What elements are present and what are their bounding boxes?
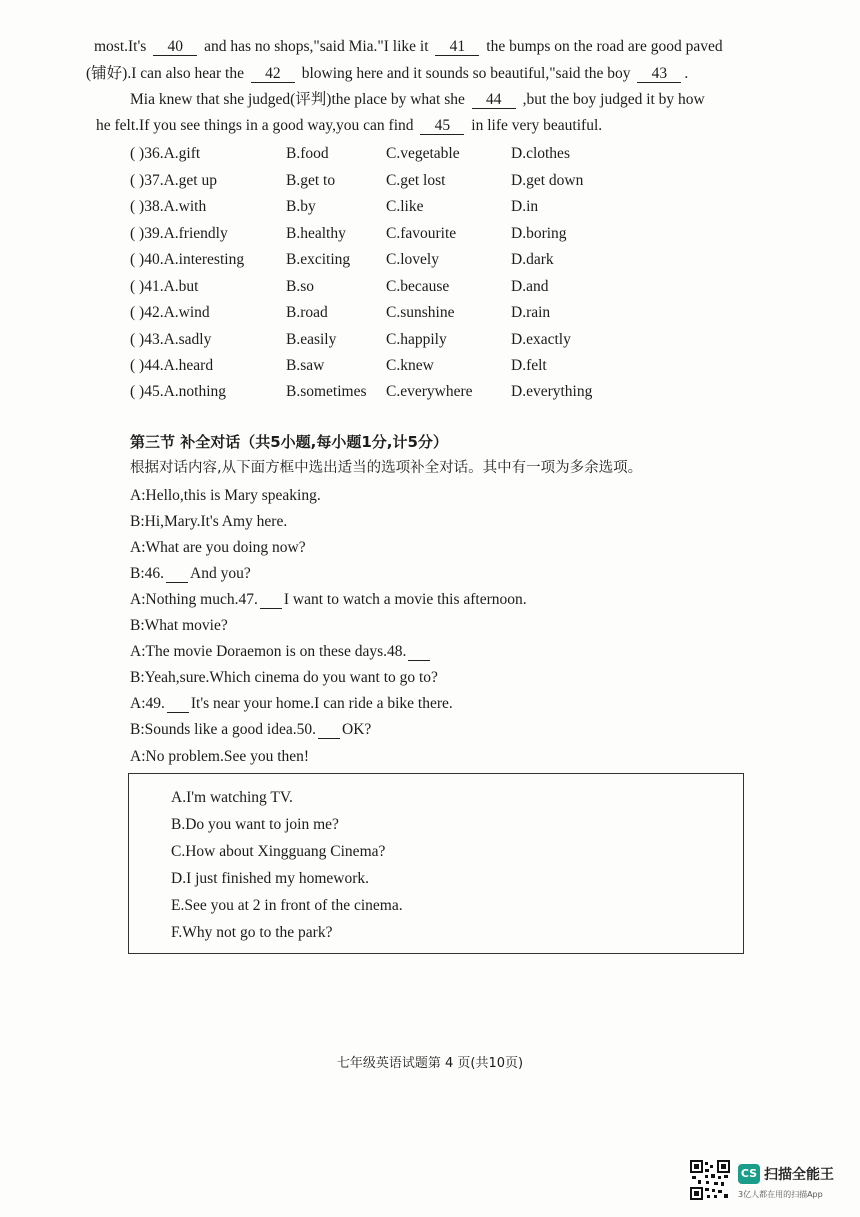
option-e: E.See you at 2 in front of the cinema. — [171, 897, 403, 914]
section-3-instruction: 根据对话内容,从下面方框中选出适当的选项补全对话。其中有一项为多余选项。 — [130, 460, 643, 476]
option-c: C.How about Xingguang Cinema? — [171, 843, 386, 860]
dialog-line-4: B:46. And you? — [130, 565, 251, 582]
blank-43: 43 — [637, 65, 681, 83]
dialog-line-2: B:Hi,Mary.It's Amy here. — [130, 513, 288, 530]
camscanner-logo: CS — [738, 1164, 760, 1184]
blank-46 — [166, 565, 188, 583]
dialog-line-10: B:Sounds like a good idea.50. OK? — [130, 721, 372, 738]
dialog-line-7: A:The movie Doraemon is on these days.48. — [130, 642, 432, 662]
blank-49 — [167, 695, 189, 713]
passage-line-1: most.It's 40 and has no shops,"said Mia."I like it 41 the bumps on the road are good paved — [94, 38, 723, 55]
option-f: F.Why not go to the park? — [171, 924, 333, 941]
options-box — [128, 773, 744, 954]
blank-47 — [260, 591, 282, 609]
dialog-line-6: B:What movie? — [130, 617, 228, 634]
dialog-line-8: B:Yeah,sure.Which cinema do you want to go to? — [130, 669, 438, 686]
camscanner-name: 扫描全能王 — [764, 1167, 834, 1183]
dialog-line-1: A:Hello,this is Mary speaking. — [130, 487, 321, 504]
passage-line-2: (铺好).I can also hear the 42 blowing here and it sounds so beautiful,"said the boy 43 . — [86, 65, 689, 82]
option-d: D.I just finished my homework. — [171, 870, 370, 887]
passage-line-3: Mia knew that she judged(评判)the place by what she 44 ,but the boy judged it by how — [130, 91, 705, 108]
blank-44: 44 — [472, 91, 516, 109]
page-footer: 七年级英语试题第 4 页(共10页) — [336, 1056, 524, 1071]
camscanner-tagline: 3亿人都在用的扫描App — [738, 1190, 823, 1199]
blank-50 — [318, 721, 340, 739]
blank-41: 41 — [435, 38, 479, 56]
dialog-line-9: A:49. It's near your home.I can ride a bike there. — [130, 695, 453, 712]
blank-45: 45 — [420, 117, 464, 135]
blank-42: 42 — [251, 65, 295, 83]
blank-48 — [408, 643, 430, 661]
passage-line-4: he felt.If you see things in a good way,you can find 45 in life very beautiful. — [96, 117, 603, 134]
qr-code-icon — [690, 1160, 730, 1200]
exam-page: most.It's 40 and has no shops,"said Mia."I like it 41 the bumps on the road are good paved (铺好).I can also hear the 42 blowing here and it sounds so beautiful,"said the boy 43 . Mia knew that she judged(评判)the place by what she 44 ,but the boy judged it by how he felt.If you see things in a good way,you can find 45 in life very beautiful. ( )36.A.gift B.food C.vegetable D.clothes ( )37.A.get up B.get to C.get lost D.get down ( )38.A.with B.by C.like D.in ( )39.A.friendly B.healthy C.favourite D.boring ( )40.A.interesting B.exciting C.lovely D.dark ( )41.A.but B.so C.because D.and ( )42.A.wind B.road C.sunshine D.rain ( )43.A.sadly B.easily C.happily D.exactly ( )44.A.heard B.saw C.knew D.felt ( )45.A.nothing B.sometimes C.everywhere D.everything 第三节 补全对话（共5小题,每小题1分,计5分） 根据对话内容,从下面方框中选出适当的选项补全对话。其中有一项为多余选项。 A:Hello,this is Mary speaking. B:Hi,Mary.It's Amy here. A:What are you doing now? B:46. And you? A:Nothing much.47. I want to watch a movie this afternoon. B:What movie? A:The movie Doraemon is on these days.48. B:Yeah,sure.Which cinema do you want to go to? A:49. It's near your home.I can ride a bike there. B:Sounds like a good idea.50. OK? A:No problem.See you then! A.I'm watching TV. B.Do you want to join me? C.How about Xingguang Cinema? D.I just finished my homework. E.See you at 2 in front of the cinema. F.Why not go to the park? 七年级英语试题第 4 页(共10页) CS 扫描全能王 3亿人都在用的扫描App — [0, 0, 860, 1217]
section-3-title: 第三节 补全对话（共5小题,每小题1分,计5分） — [130, 433, 448, 451]
option-a: A.I'm watching TV. — [171, 789, 293, 806]
dialog-line-5: A:Nothing much.47. I want to watch a movie this afternoon. — [130, 591, 527, 608]
option-b: B.Do you want to join me? — [171, 816, 339, 833]
blank-40: 40 — [153, 38, 197, 56]
dialog-line-11: A:No problem.See you then! — [130, 748, 310, 765]
dialog-line-3: A:What are you doing now? — [130, 539, 306, 556]
